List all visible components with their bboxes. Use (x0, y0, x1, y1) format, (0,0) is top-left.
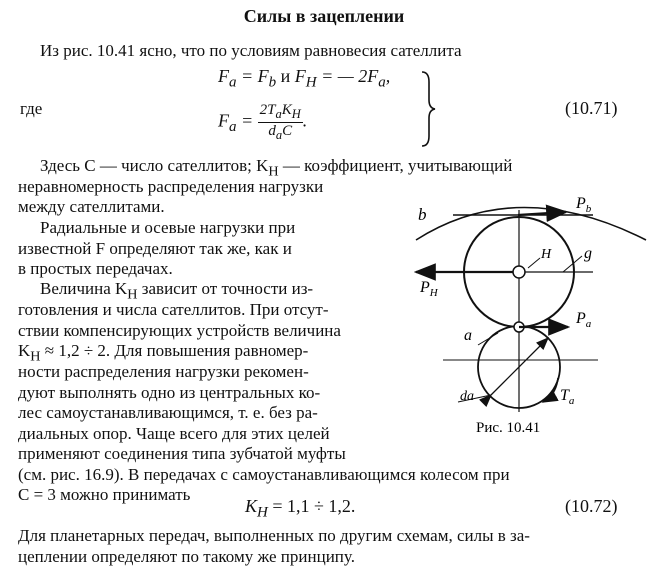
formula-kh: $K_H = 1,1 \div 1,2$. (245, 496, 356, 521)
label-pa: $P_a$ (576, 310, 592, 330)
label-b: b (418, 205, 427, 224)
label-ta: $T_a$ (560, 387, 575, 407)
label-pb: $P_b$ (576, 195, 592, 215)
where-label: где (20, 99, 43, 118)
intro-line: Из рис. 10.41 ясно, что по условиям равновесия сателлита (40, 41, 462, 60)
para3-line10: (см. рис. 16.9). В передачах с самоустанавливающимся колесом при (18, 465, 510, 484)
para3-line6: дуют выполнять одно из центральных ко- (18, 383, 321, 402)
label-h: H (541, 247, 552, 262)
equation-number-10-71: (10.71) (565, 98, 618, 118)
formula-fa: $F_a$ = $\frac{2T_aK_H}{d_aC}$ . (218, 102, 308, 142)
para1-line2: неравномерность распределения нагрузки (18, 177, 324, 196)
para1-line1: Здесь C — число сателлитов; $K_H$ — коэффициент, учитывающий (40, 156, 513, 180)
equation-number-10-72: (10.72) (565, 496, 618, 516)
para3-line2: готовления и числа сателлитов. При отсут- (18, 300, 329, 319)
section-heading: Силы в зацеплении (243, 6, 405, 26)
label-a: a (464, 327, 472, 344)
para2-line1: Радиальные и осевые нагрузки при (40, 218, 296, 237)
para3-line3: ствии компенсирующих устройств величина (18, 321, 341, 340)
para3-line9: применяют соединения типа зубчатой муфты (18, 444, 346, 463)
satellite-axle (513, 266, 525, 278)
para1-line3: между сателлитами. (18, 197, 165, 216)
para3-line8: диальных опор. Чаще всего для этих целей (18, 424, 330, 443)
para3-line1: Величина $K_H$ зависит от точности из- (40, 279, 314, 303)
right-brace (418, 70, 438, 148)
para2-line3: в простых передачах. (18, 259, 173, 278)
para3-line11: C = 3 можно принимать (18, 485, 191, 504)
label-g: g (584, 245, 592, 262)
closing-line2: цеплении определяют по такому же принципу. (18, 547, 355, 566)
para3-line7: лес самоустанавливающимся, т. е. без ра- (18, 403, 318, 422)
para2-line2: известной F определяют так же, как и (18, 239, 292, 258)
figure-10-41 (398, 190, 648, 440)
ring-gear-arc (416, 208, 646, 241)
para3-line4: $K_H \approx 1,2 \div 2$. Для повышения равномер- (18, 341, 309, 365)
closing-line1: Для планетарных передач, выполненных по другим схемам, силы в за- (18, 526, 530, 545)
figure-caption: Рис. 10.41 (476, 420, 541, 436)
label-ph: $P_H$ (420, 279, 438, 299)
para3-line5: ности распределения нагрузки рекомен- (18, 362, 309, 381)
formula-equilibrium: $F_a = F_b$ и $F_H$ = — $2F_a$, (218, 66, 391, 91)
fraction: $\frac{2T_aK_H}{d_aC}$ (259, 102, 301, 142)
label-da: da (460, 389, 474, 404)
